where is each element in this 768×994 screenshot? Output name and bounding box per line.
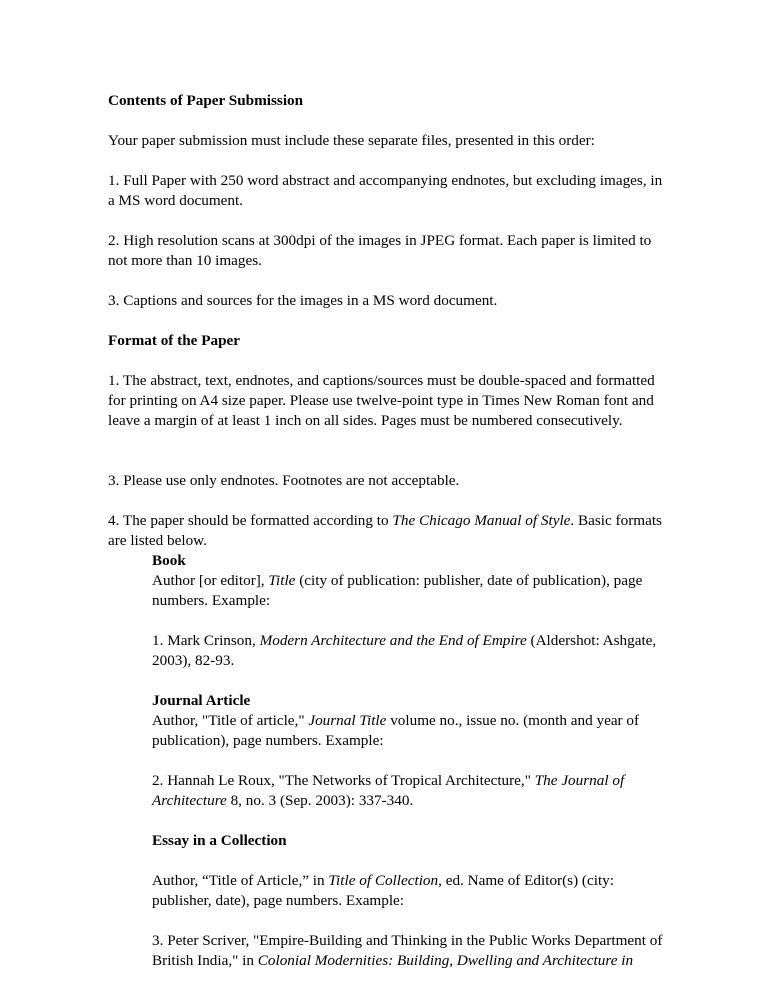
- format-item-3: 3. Please use only endnotes. Footnotes are not acceptable.: [108, 472, 460, 489]
- essay-heading: Essay in a Collection: [152, 832, 287, 849]
- book-desc-title: Title: [268, 572, 296, 589]
- book-desc-post: (city of publication: publisher, date of publication), page numbers. Example:: [152, 572, 643, 609]
- essay-desc-title: Title of Collection: [328, 872, 439, 889]
- journal-desc-pre: Author, "Title of article,": [152, 712, 309, 729]
- book-desc-pre: Author [or editor],: [152, 572, 269, 589]
- journal-format: [152, 691, 668, 751]
- contents-item-3: 3. Captions and sources for the images in a MS word document.: [108, 292, 498, 309]
- essay-description: [152, 871, 668, 911]
- journal-description: [152, 711, 668, 751]
- journal-ex-pre: 2. Hannah Le Roux, "The Networks of Tropical Architecture,": [152, 772, 535, 789]
- book-ex-post: (Aldershot: Ashgate, 2003), 82-93.: [152, 632, 657, 669]
- journal-ex-post: 8, no. 3 (Sep. 2003): 337-340.: [226, 792, 414, 809]
- book-description: [152, 571, 668, 611]
- journal-heading: Journal Article: [152, 692, 251, 709]
- section-heading-format: Format of the Paper: [108, 332, 241, 349]
- journal-example: [152, 771, 668, 811]
- essay-ex-title: Colonial Modernities: Building, Dwelling and Architecture in: [257, 952, 634, 969]
- contents-intro: Your paper submission must include these separate files, presented in this order:: [108, 132, 595, 149]
- format-item-4: [108, 511, 668, 551]
- essay-desc-post: , ed. Name of Editor(s) (city: publisher, date), page numbers. Example:: [152, 872, 614, 909]
- journal-ex-title: The Journal of Architecture: [152, 772, 625, 809]
- format-item-4-title: The Chicago Manual of Style: [392, 512, 571, 529]
- book-ex-pre: 1. Mark Crinson,: [152, 632, 260, 649]
- book-ex-title: Modern Architecture and the End of Empire: [259, 632, 527, 649]
- format-item-4-post: . Basic formats are listed below.: [108, 512, 662, 549]
- essay-example: [152, 931, 668, 971]
- essay-ex-pre: 3. Peter Scriver, "Empire-Building and Thinking in the Public Works Department of British India," in: [152, 932, 663, 969]
- contents-item-2: 2. High resolution scans at 300dpi of the images in JPEG format. Each paper is limited to not more than 10 images.: [108, 232, 652, 269]
- essay-desc-pre: Author, “Title of Article,” in: [152, 872, 329, 889]
- format-item-4-pre: 4. The paper should be formatted according to: [108, 512, 393, 529]
- book-heading: Book: [152, 552, 186, 569]
- book-format: [152, 551, 668, 611]
- contents-item-1: 1. Full Paper with 250 word abstract and accompanying endnotes, but excluding images, in a MS word document.: [108, 172, 663, 209]
- book-example: [152, 631, 668, 671]
- section-heading-contents: Contents of Paper Submission: [108, 92, 304, 109]
- journal-desc-title: Journal Title: [308, 712, 387, 729]
- journal-desc-post: volume no., issue no. (month and year of publication), page numbers. Example:: [152, 712, 640, 749]
- format-item-1: 1. The abstract, text, endnotes, and captions/sources must be double-spaced and formatted for printing on A4 size paper. Please use twelve-point type in Times New Roman font and leave a margin of at least 1 inch on all sides. Pages must be numbered consecutively.: [108, 372, 655, 429]
